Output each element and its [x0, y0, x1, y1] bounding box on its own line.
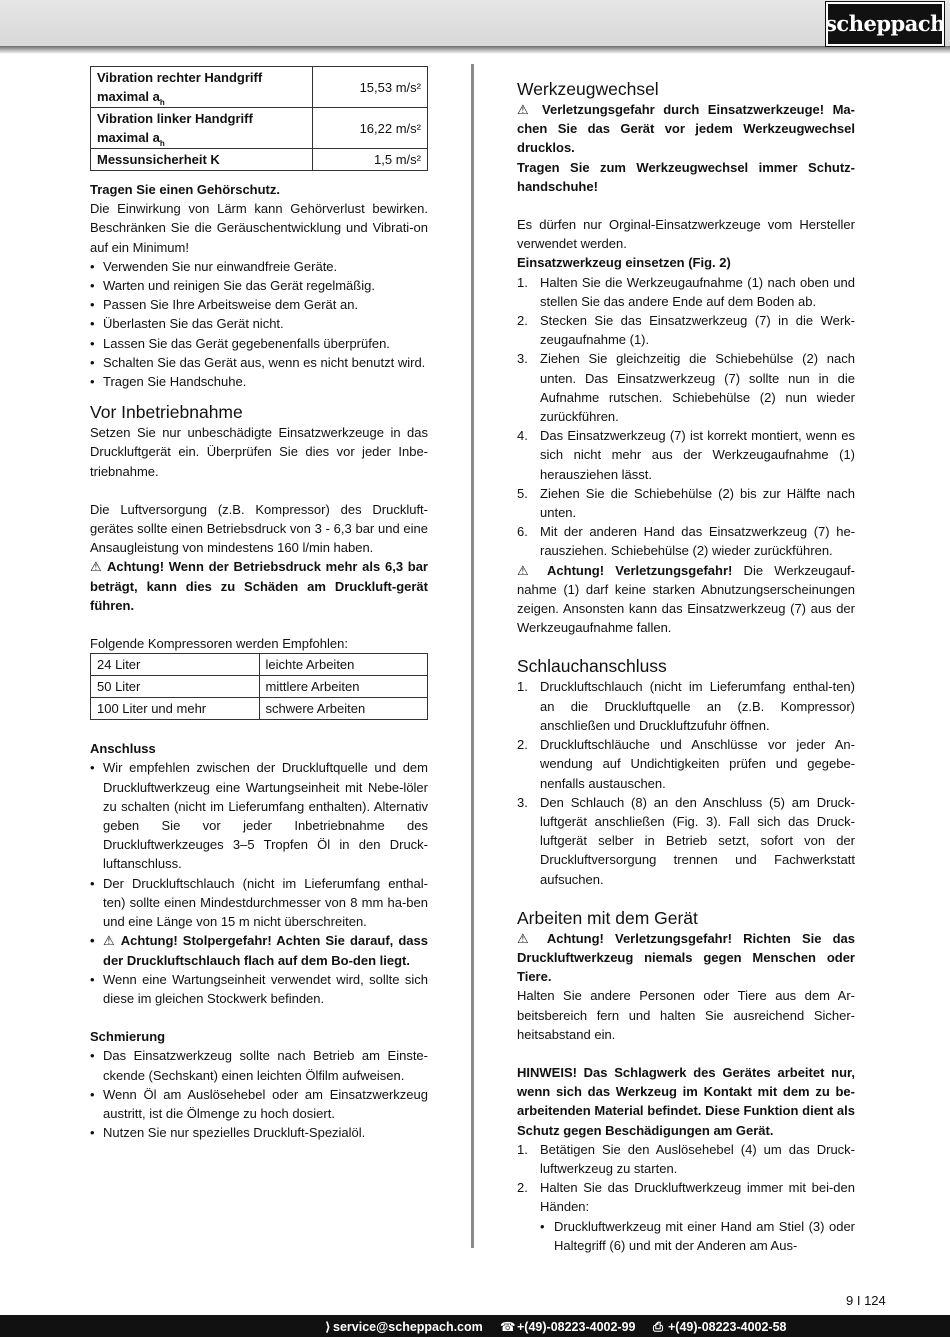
paragraph: Die Luftversorgung (z.B. Kompressor) des Druckluft-gerätes sollte einen Betriebsdruck von 3 - 6,3 bar und eine Ansaugleistung von mindestens 160 l/min haben. — [90, 501, 428, 556]
table-cell: schwere Arbeiten — [259, 698, 428, 720]
page-header — [0, 0, 950, 48]
section-heading: Werkzeugwechsel — [517, 79, 659, 99]
list-item: 5. Ziehen Sie die Schiebehülse (2) bis zur Hälfte nach unten. — [517, 485, 855, 521]
list-item: • Verwenden Sie nur einwandfreie Geräte. — [90, 257, 428, 276]
list-item: • ⚠ Achtung! Stolpergefahr! Achten Sie darauf, dass der Druckluftschlauch flach auf dem Bo-den liegt. — [90, 931, 428, 969]
warning-text: ⚠ Achtung! Verletzungsgefahr! Richten Sie das Druckluftwerkzeug niemals gegen Menschen oder Tiere. — [517, 930, 855, 985]
list-item: • Warten und reinigen Sie das Gerät regelmäßig. — [90, 276, 428, 295]
table-cell: Vibration linker Handgriff maximal $a_h$ — [91, 108, 313, 149]
list-item: • Wenn Öl am Auslösehebel oder am Einsatzwerkzeug austritt, ist die Ölmenge zu hoch dosiert. — [90, 1085, 428, 1123]
left-column — [90, 66, 428, 1142]
compressor-table — [90, 653, 428, 720]
page-footer — [0, 1315, 950, 1337]
table-cell: 24 Liter — [91, 654, 260, 676]
table-cell: 50 Liter — [91, 676, 260, 698]
connection-list — [90, 758, 428, 1008]
warning-text: Tragen Sie zum Werkzeugwechsel immer Schutz-handschuhe! — [517, 159, 855, 194]
table-cell: Messunsicherheit K — [91, 149, 313, 171]
page-number: 9 I 124 — [846, 1293, 886, 1308]
hose-steps — [517, 677, 855, 888]
table-row — [91, 676, 428, 698]
paragraph: Die Einwirkung von Lärm kann Gehörverlust bewirken. Beschränken Sie die Geräuschentwicklung und Vibrati-on auf ein Minimum! — [90, 201, 428, 255]
warning-text: ⚠ Achtung! Wenn der Betriebsdruck mehr als 6,3 bar beträgt, kann dies zu Schäden am Druckluft-gerät führen. — [90, 559, 428, 613]
paragraph: Setzen Sie nur unbeschädigte Einsatzwerkzeuge in das Druckluftgerät ein. Überprüfen Sie dies vor jeder Inbe-triebnahme. — [90, 425, 428, 479]
list-item: 1. Halten Sie die Werkzeugaufnahme (1) nach oben und stellen Sie das andere Ende auf dem Boden ab. — [517, 274, 855, 309]
list-item: 1. Betätigen Sie den Auslösehebel (4) um das Druck-luftwerkzeug zu starten. — [517, 1141, 855, 1176]
table-cell: mittlere Arbeiten — [259, 676, 428, 698]
list-item: 1. Druckluftschlauch (nicht im Lieferumfang enthal-ten) an die Druckluftquelle an (z.B. Kompressor) anschließen und Druckluftzufuhr öffnen. — [517, 679, 855, 733]
work-sub-list — [517, 1217, 855, 1255]
table-cell: 16,22 m/s² — [313, 108, 428, 149]
list-item: • Schalten Sie das Gerät aus, wenn es nicht benutzt wird. — [90, 353, 428, 372]
footer-email: service@scheppach.com — [333, 1320, 483, 1334]
brand-logo-text: scheppach — [825, 11, 945, 37]
header-shadow — [0, 46, 950, 54]
table-row — [91, 654, 428, 676]
list-item: 6. Mit der anderen Hand das Einsatzwerkzeug (7) he-rausziehen. Schiebehülse (2) wieder zurückführen. — [517, 524, 855, 559]
list-item: • Wir empfehlen zwischen der Druckluftquelle und dem Druckluftwerkzeug eine Wartungseinheit mit Nebe-löler zu schalten (nicht im Lieferumfang enthalten). Alternativ geben Sie vor jeder Inbetriebnahme des Druckluftwerkzeuges 3–5 Tropfen Öl in den Druck-luftanschluss. — [90, 758, 428, 873]
paragraph: Folgende Kompressoren werden Empfohlen: — [90, 636, 348, 652]
subsection-title: Anschluss — [90, 741, 156, 757]
hearing-title: Tragen Sie einen Gehörschutz. — [90, 182, 280, 197]
table-row — [91, 67, 428, 108]
table-cell: leichte Arbeiten — [259, 654, 428, 676]
list-item: • Das Einsatzwerkzeug sollte nach Betrieb am Einste-ckende (Sechskant) einen leichten Ölfilm aufweisen. — [90, 1046, 428, 1084]
section-heading: Schlauchanschluss — [517, 656, 667, 677]
mail-icon: ⟩ — [325, 1320, 331, 1334]
list-item: • Überlasten Sie das Gerät nicht. — [90, 314, 428, 333]
list-item: 4. Das Einsatzwerkzeug (7) ist korrekt montiert, wenn es sich nicht mehr aus der Werkzeugaufnahme (1) herausziehen lässt. — [517, 428, 855, 482]
table-cell: 15,53 m/s² — [313, 67, 428, 108]
list-item: • Nutzen Sie nur spezielles Druckluft-Spezialöl. — [90, 1123, 428, 1142]
subsection-title: Schmierung — [90, 1029, 166, 1045]
list-item: • Der Druckluftschlauch (nicht im Lieferumfang enthal-ten) sollte einen Mindestdurchmesser von 8 mm ha-ben und eine Länge von 15 m nicht überschreiten. — [90, 874, 428, 932]
lube-list — [90, 1046, 428, 1142]
hearing-list — [90, 257, 428, 391]
list-item: • Passen Sie Ihre Arbeitsweise dem Gerät an. — [90, 295, 428, 314]
list-item: 3. Ziehen Sie gleichzeitig die Schiebehülse (2) nach unten. Das Einsatzwerkzeug (7) sollte nun in die Aufnahme rutschen. Schiebehülse (2) nun wieder zurückführen. — [517, 351, 855, 425]
list-item: • Tragen Sie Handschuhe. — [90, 372, 428, 391]
warning-paragraph: ⚠ Achtung! Verletzungsgefahr! Die Werkzeugauf-nahme (1) darf keine starken Abnutzungserscheinungen zeigen. Ansonsten kann das Einsatzwerkzeug (7) aus der Werkzeugaufnahme fallen. — [517, 562, 855, 636]
table-cell: 1,5 m/s² — [313, 149, 428, 171]
subsection-title: Einsatzwerkzeug einsetzen (Fig. 2) — [517, 255, 731, 271]
notice-text: HINWEIS! Das Schlagwerk des Gerätes arbeitet nur, wenn sich das Werkzeug im Kontakt mit dem zu be-arbeitenden Material befindet. Diese Funktion dient als Schutz gegen Beschädigungen am Gerät. — [517, 1064, 855, 1138]
section-heading: Arbeiten mit dem Gerät — [517, 907, 698, 928]
list-item: 2. Halten Sie das Druckluftwerkzeug immer mit bei-den Händen: — [517, 1180, 855, 1215]
warning-text: ⚠ Verletzungsgefahr durch Einsatzwerkzeuge! Ma-chen Sie das Gerät vor jedem Werkzeugwechsel drucklos. — [517, 102, 855, 156]
list-item: • Druckluftwerkzeug mit einer Hand am Stiel (3) oder Haltegriff (6) und mit der Anderen am Aus- — [540, 1217, 855, 1255]
table-row — [91, 698, 428, 720]
work-steps — [517, 1140, 855, 1217]
table-cell: 100 Liter und mehr — [91, 698, 260, 720]
brand-logo — [826, 2, 944, 46]
footer-phone: +(49)-08223-4002-99 — [517, 1320, 636, 1334]
table-row — [91, 149, 428, 171]
list-item: 2. Druckluftschläuche und Anschlüsse vor jeder An-wendung auf Undichtigkeiten prüfen und gegebe-nenfalls austauschen. — [517, 737, 855, 791]
list-item: 3. Den Schlauch (8) an den Anschluss (5) am Druck-luftgerät anschließen (Fig. 3). Fall sich das Druck-luftgerät selber in Betrieb setzt, sofort von der Druckluftversorgung trennen und Fachwerkstatt aufsuchen. — [517, 794, 855, 887]
column-divider — [471, 64, 474, 1248]
table-row — [91, 108, 428, 149]
vibration-table — [90, 66, 428, 171]
list-item: • Wenn eine Wartungseinheit verwendet wird, sollte sich diese im gleichen Stockwerk befinden. — [90, 970, 428, 1008]
right-column — [517, 66, 855, 1255]
paragraph: Es dürfen nur Orginal-Einsatzwerkzeuge vom Hersteller verwendet werden. — [517, 217, 855, 252]
list-item: 2. Stecken Sie das Einsatzwerkzeug (7) in die Werk-zeugaufnahme (1). — [517, 313, 855, 348]
table-cell: Vibration rechter Handgriff maximal $a_h$ — [91, 67, 313, 108]
list-item: • Lassen Sie das Gerät gegebenenfalls überprüfen. — [90, 334, 428, 353]
phone-icon: ☎ — [500, 1320, 516, 1334]
insert-steps — [517, 273, 855, 561]
paragraph: Halten Sie andere Personen oder Tiere aus dem Ar-beitsbereich fern und halten Sie ausreichend Sicher-heitsabstand ein. — [517, 988, 855, 1042]
section-heading: Vor Inbetriebnahme — [90, 402, 243, 423]
footer-fax: +(49)-08223-4002-58 — [668, 1320, 787, 1334]
fax-icon: ⎙ — [653, 1320, 664, 1334]
